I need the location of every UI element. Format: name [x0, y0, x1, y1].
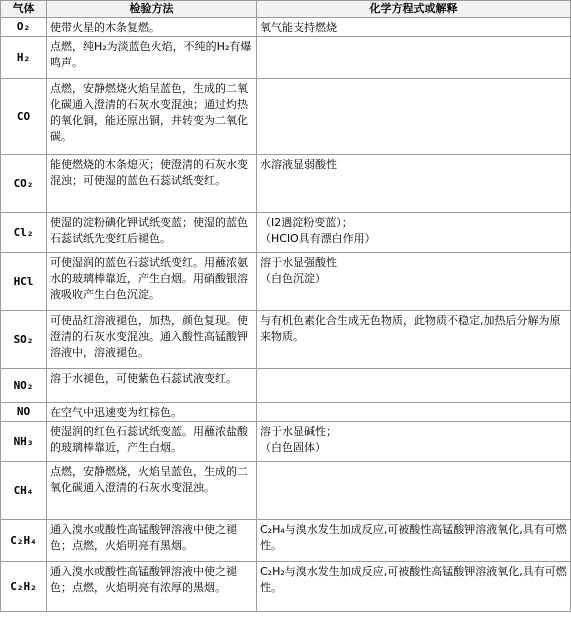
- gas-cell: Cl₂: [1, 213, 47, 253]
- gas-cell: O₂: [1, 18, 47, 37]
- method-cell: 可使湿润的蓝色石蕊试纸变红。用蘸浓氨水的玻璃棒靠近，产生白烟。用硝酸银溶液吸收产生白色沉淀。: [47, 253, 257, 311]
- equation-cell: 溶于水显碱性； （白色固体）: [257, 422, 571, 462]
- gas-cell: NO₂: [1, 369, 47, 403]
- equation-cell: [257, 369, 571, 403]
- header-equation: 化学方程式或解释: [257, 1, 571, 18]
- method-cell: 可使品红溶液褪色，加热，颜色复现。使澄清的石灰水变混浊。通入酸性高锰酸钾溶液中，溶液褪色。: [47, 311, 257, 369]
- table-row: [1, 562, 571, 612]
- header-method: 检验方法: [47, 1, 257, 18]
- table-row: [1, 520, 571, 562]
- method-cell: 点燃，纯H₂为淡蓝色火焰，不纯的H₂有爆鸣声。: [47, 37, 257, 79]
- equation-cell: [257, 462, 571, 520]
- method-cell: 在空气中迅速变为红棕色。: [47, 403, 257, 422]
- equation-cell: 水溶液显弱酸性: [257, 155, 571, 213]
- header-row: [1, 1, 571, 18]
- gas-cell: CH₄: [1, 462, 47, 520]
- equation-cell: C₂H₂与溴水发生加成反应,可被酸性高锰酸钾溶液氧化,具有可燃性。: [257, 562, 571, 612]
- equation-cell: [257, 79, 571, 155]
- gas-cell: NH₃: [1, 422, 47, 462]
- equation-cell: 与有机色素化合生成无色物质，此物质不稳定,加热后分解为原来物质。: [257, 311, 571, 369]
- method-cell: 能使燃烧的木条熄灭；使澄清的石灰水变混浊；可使湿的蓝色石蕊试纸变红。: [47, 155, 257, 213]
- table-row: [1, 253, 571, 311]
- method-cell: 通入溴水或酸性高锰酸钾溶液中使之褪色；点燃，火焰明亮有浓厚的黑烟。: [47, 562, 257, 612]
- method-cell: 点燃，安静燃烧，火焰呈蓝色，生成的二氧化碳通入澄清的石灰水变混浊。: [47, 462, 257, 520]
- gas-cell: NO: [1, 403, 47, 422]
- table-row: [1, 422, 571, 462]
- method-cell: 通入溴水或酸性高锰酸钾溶液中使之褪色；点燃，火焰明亮有黑烟。: [47, 520, 257, 562]
- gas-cell: H₂: [1, 37, 47, 79]
- header-gas: 气体: [1, 1, 47, 18]
- table-row: [1, 403, 571, 422]
- table-row: [1, 311, 571, 369]
- equation-cell: 氧气能支持燃烧: [257, 18, 571, 37]
- gas-cell: HCl: [1, 253, 47, 311]
- equation-cell: C₂H₄与溴水发生加成反应,可被酸性高锰酸钾溶液氧化,具有可燃性。: [257, 520, 571, 562]
- gas-cell: C₂H₄: [1, 520, 47, 562]
- gas-cell: SO₂: [1, 311, 47, 369]
- equation-cell: [257, 403, 571, 422]
- equation-cell: （I2遇淀粉变蓝）； （HClO具有漂白作用）: [257, 213, 571, 253]
- table-row: [1, 79, 571, 155]
- gas-cell: CO: [1, 79, 47, 155]
- equation-cell: [257, 37, 571, 79]
- method-cell: 溶于水褪色，可使紫色石蕊试液变红。: [47, 369, 257, 403]
- table-row: [1, 462, 571, 520]
- table-row: [1, 155, 571, 213]
- method-cell: 使湿润的红色石蕊试纸变蓝。用蘸浓盐酸的玻璃棒靠近，产生白烟。: [47, 422, 257, 462]
- method-cell: 点燃，安静燃烧火焰呈蓝色，生成的二氧化碳通入澄清的石灰水变混浊；通过灼热的氧化铜，能还原出铜，并转变为二氧化碳。: [47, 79, 257, 155]
- table-row: [1, 369, 571, 403]
- method-cell: 使湿的淀粉碘化钾试纸变蓝；使湿的蓝色石蕊试纸先变红后褪色。: [47, 213, 257, 253]
- table-row: [1, 37, 571, 79]
- gas-cell: C₂H₂: [1, 562, 47, 612]
- equation-cell: 溶于水显强酸性 （白色沉淀）: [257, 253, 571, 311]
- table-row: [1, 18, 571, 37]
- method-cell: 使带火星的木条复燃。: [47, 18, 257, 37]
- table-row: [1, 213, 571, 253]
- gas-cell: CO₂: [1, 155, 47, 213]
